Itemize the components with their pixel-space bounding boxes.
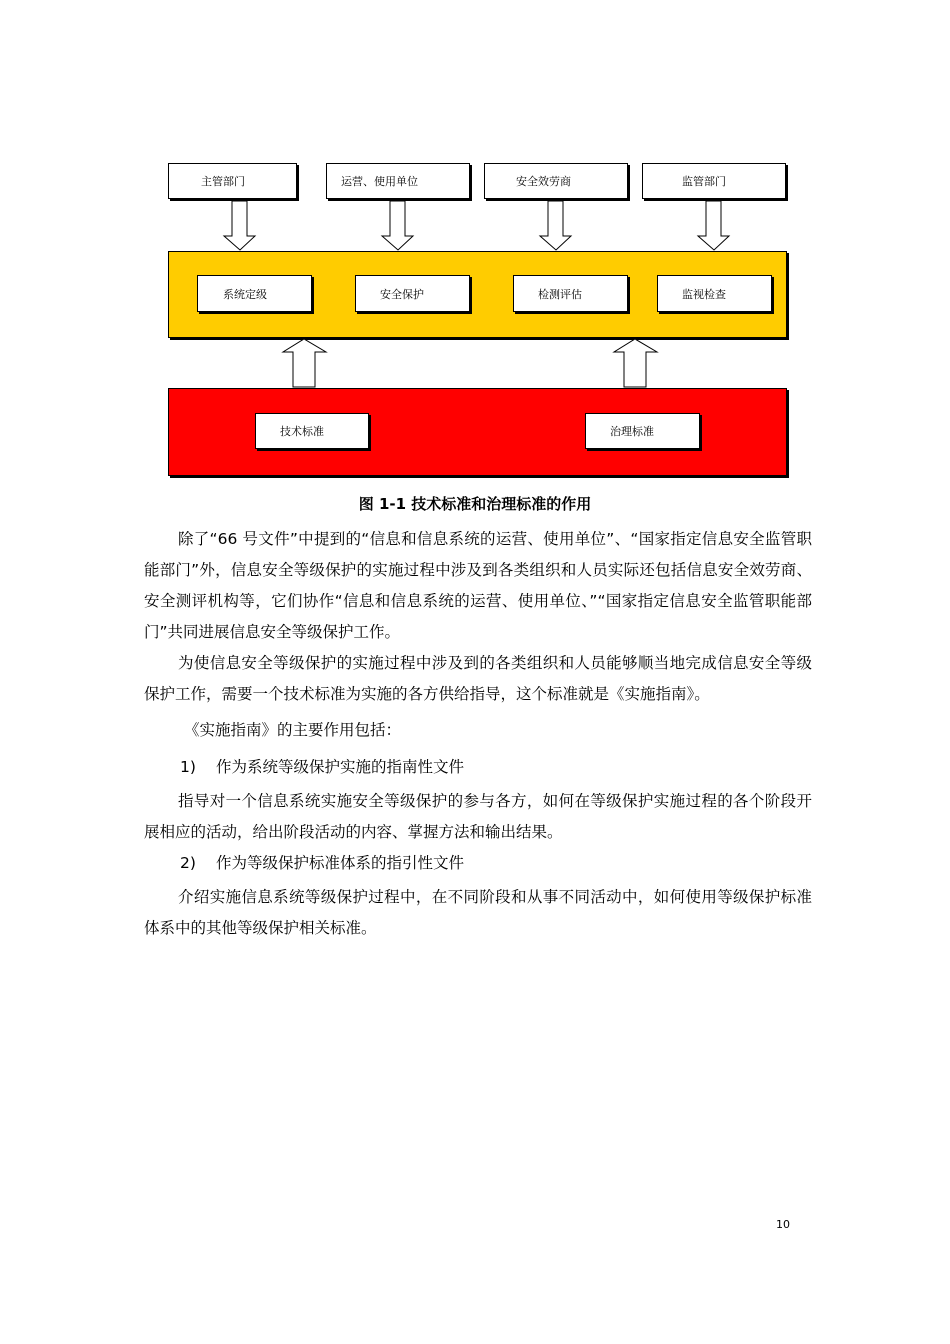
up-arrow-1	[283, 339, 326, 387]
list-item-number: 2)	[180, 854, 196, 872]
inner-box-label: 监视检查	[682, 288, 726, 301]
top-box-label: 运营、使用单位	[341, 175, 418, 188]
up-arrow-2	[614, 339, 657, 387]
box-testing-evaluation	[513, 275, 628, 312]
inner-box-label: 系统定级	[223, 288, 267, 301]
box-monitoring-inspection	[657, 275, 772, 312]
inner-box-label: 安全保护	[380, 288, 424, 301]
top-box-operator	[326, 163, 470, 199]
red-box-label: 治理标准	[610, 425, 654, 438]
page-number: 10	[776, 1218, 790, 1231]
box-technical-standards	[255, 413, 369, 449]
list-item-text: 作为等级保护标准体系的指引性文件	[216, 854, 465, 872]
top-box-label: 监管部门	[682, 175, 726, 188]
down-arrow-3	[540, 201, 571, 250]
paragraph-4: 指导对一个信息系统实施安全等级保护的参与各方，如何在等级保护实施过程的各个阶段开展相应的活动，给出阶段活动的内容、掌握方法和输出结果。	[144, 792, 812, 841]
down-arrow-4	[698, 201, 729, 250]
inner-box-label: 检测评估	[538, 288, 582, 301]
top-box-label: 安全效劳商	[516, 175, 571, 188]
red-box-label: 技术标准	[280, 425, 324, 438]
paragraph-2: 为使信息安全等级保护的实施过程中涉及到的各类组织和人员能够顺当地完成信息安全等级保护工作，需要一个技术标准为实施的各方供给指导，这个标准就是《实施指南》。	[144, 654, 812, 703]
box-management-standards	[585, 413, 700, 449]
paragraph-3: 《实施指南》的主要作用包括：	[184, 721, 402, 739]
down-arrow-2	[382, 201, 413, 250]
box-system-grading	[197, 275, 312, 312]
paragraph-1: 除了“66 号文件”中提到的“信息和信息系统的运营、使用单位”、“国家指定信息安全监管职能部门”外，信息安全等级保护的实施过程中涉及到各类组织和人员实际还包括信息安全效劳商、安全测评机构等，它们协作“信息和信息系统的运营、使用单位、”“国家指定信息安全监管职能部门”共同进展信息安全等级保护工作。	[144, 530, 812, 641]
paragraph-5: 介绍实施信息系统等级保护过程中，在不同阶段和从事不同活动中，如何使用等级保护标准体系中的其他等级保护相关标准。	[144, 888, 812, 937]
box-security-protection	[355, 275, 470, 312]
list-item-number: 1)	[180, 758, 196, 776]
top-box-label: 主管部门	[201, 175, 245, 188]
figure-caption: 图 1-1 技术标准和治理标准的作用	[358, 495, 592, 513]
down-arrow-1	[224, 201, 255, 250]
list-item-text: 作为系统等级保护实施的指南性文件	[216, 758, 465, 776]
top-box-authority	[168, 163, 297, 199]
top-box-regulator	[642, 163, 786, 199]
top-box-service-provider	[484, 163, 628, 199]
